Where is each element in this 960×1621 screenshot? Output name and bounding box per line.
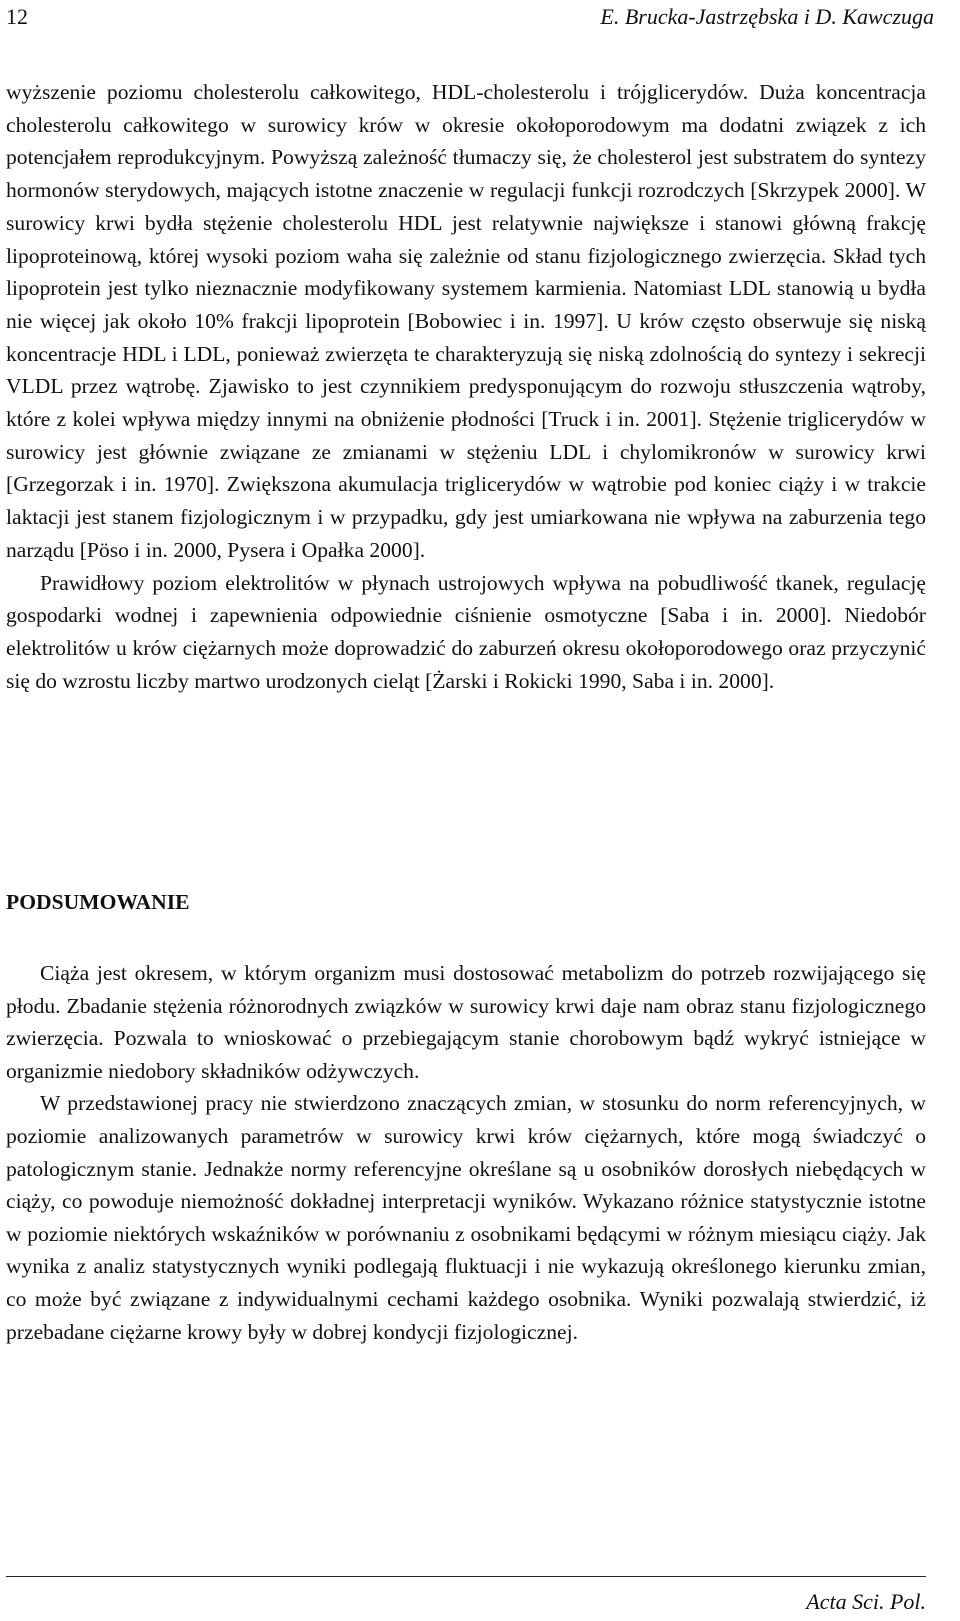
section-heading-summary: PODSUMOWANIE	[6, 890, 190, 914]
paragraph-electrolytes: Prawidłowy poziom elektrolitów w płynach ustrojowych wpływa na pobudliwość tkanek, regulację gospodarki wodnej i zapewnienia odpowiednie ciśnienie osmotyczne [Saba i in. 2000]. Niedobór elektrolitów u krów ciężarnych może doprowadzić do zaburzeń okresu okołoporodowego oraz przyczynić się do wzrostu liczby martwo urodzonych cieląt [Żarski i Rokicki 1990, Saba i in. 2000].	[6, 570, 926, 693]
paragraph-lipids: wyższenie poziomu cholesterolu całkowitego, HDL-cholesterolu i trójglicerydów. Duża koncentracja cholesterolu całkowitego w surowicy krów w okresie okołoporodowym ma dodatni związek z ich potencjałem reprodukcyjnym. Powyższą zależność tłumaczy się, że cholesterol jest substratem do syntezy hormonów sterydowych, mających istotne znaczenie w regulacji funkcji rozrodczych [Skrzypek 2000]. W surowicy krwi bydła stężenie cholesterolu HDL jest relatywnie największe i stanowi główną frakcję lipoproteinową, której wysoki poziom waha się zależnie od stanu fizjologicznego zwierzęcia. Skład tych lipoprotein jest tylko nieznacznie modyfikowany systemem karmienia. Natomiast LDL stanowią u bydła nie więcej jak około 10% frakcji lipoprotein [Bobowiec i in. 1997]. U krów często obserwuje się niską koncentracje HDL i LDL, ponieważ zwierzęta te charakteryzują się niską zdolnością do syntezy i sekrecji VLDL przez wątrobę. Zjawisko to jest czynnikiem predysponującym do rozwoju stłuszczenia wątroby, które z kolei wpływa między innymi na obniżenie płodności [Truck i in. 2001]. Stężenie triglicerydów w surowicy jest głównie związane ze zmianami w stężeniu LDL i chylomikronów w surowicy krwi [Grzegorzak i in. 1970]. Zwiększona akumulacja triglicerydów w wątrobie pod koniec ciąży i w trakcie laktacji jest stanem fizjologicznym i w przypadku, gdy jest umiarkowana nie wpływa na zaburzenia tego narządu [Pöso i in. 2000, Pysera i Opałka 2000].	[6, 80, 926, 562]
summary-paragraph-1: Ciąża jest okresem, w którym organizm musi dostosować metabolizm do potrzeb rozwijającego się płodu. Zbadanie stężenia różnorodnych związków w surowicy krwi daje nam obraz stanu fizjologicznego zwierzęcia. Pozwala to wnioskować o przebiegającym stanie chorobowym bądź wykryć istniejące w organizmie niedobory składników odżywczych.	[6, 961, 926, 1083]
running-header	[6, 2, 934, 32]
body-text	[6, 76, 926, 697]
footer-divider	[6, 1576, 926, 1577]
page-number: 12	[6, 4, 28, 29]
footer-journal-name: Acta Sci. Pol.	[806, 1589, 926, 1614]
running-title: E. Brucka-Jastrzębska i D. Kawczuga	[600, 4, 934, 29]
summary-paragraph-2: W przedstawionej pracy nie stwierdzono znaczących zmian, w stosunku do norm referencyjnych, w poziomie analizowanych parametrów w surowicy krwi krów ciężarnych, które mogą świadczyć o patologicznym stanie. Jednakże normy referencyjne określane są u osobników dorosłych niebędących w ciąży, co powoduje niemożność dokładnej interpretacji wyników. Wykazano różnice statystycznie istotne w poziomie niektórych wskaźników w porównaniu z osobnikami będącymi w różnym miesiącu ciąży. Jak wynika z analiz statystycznych wyniki podlegają fluktuacji i nie wykazują określonego kierunku zmian, co może być związane z indywidualnymi cechami każdego osobnika. Wyniki pozwalają stwierdzić, iż przebadane ciężarne krowy były w dobrej kondycji fizjologicznej.	[6, 1091, 926, 1344]
summary-text	[6, 957, 926, 1348]
